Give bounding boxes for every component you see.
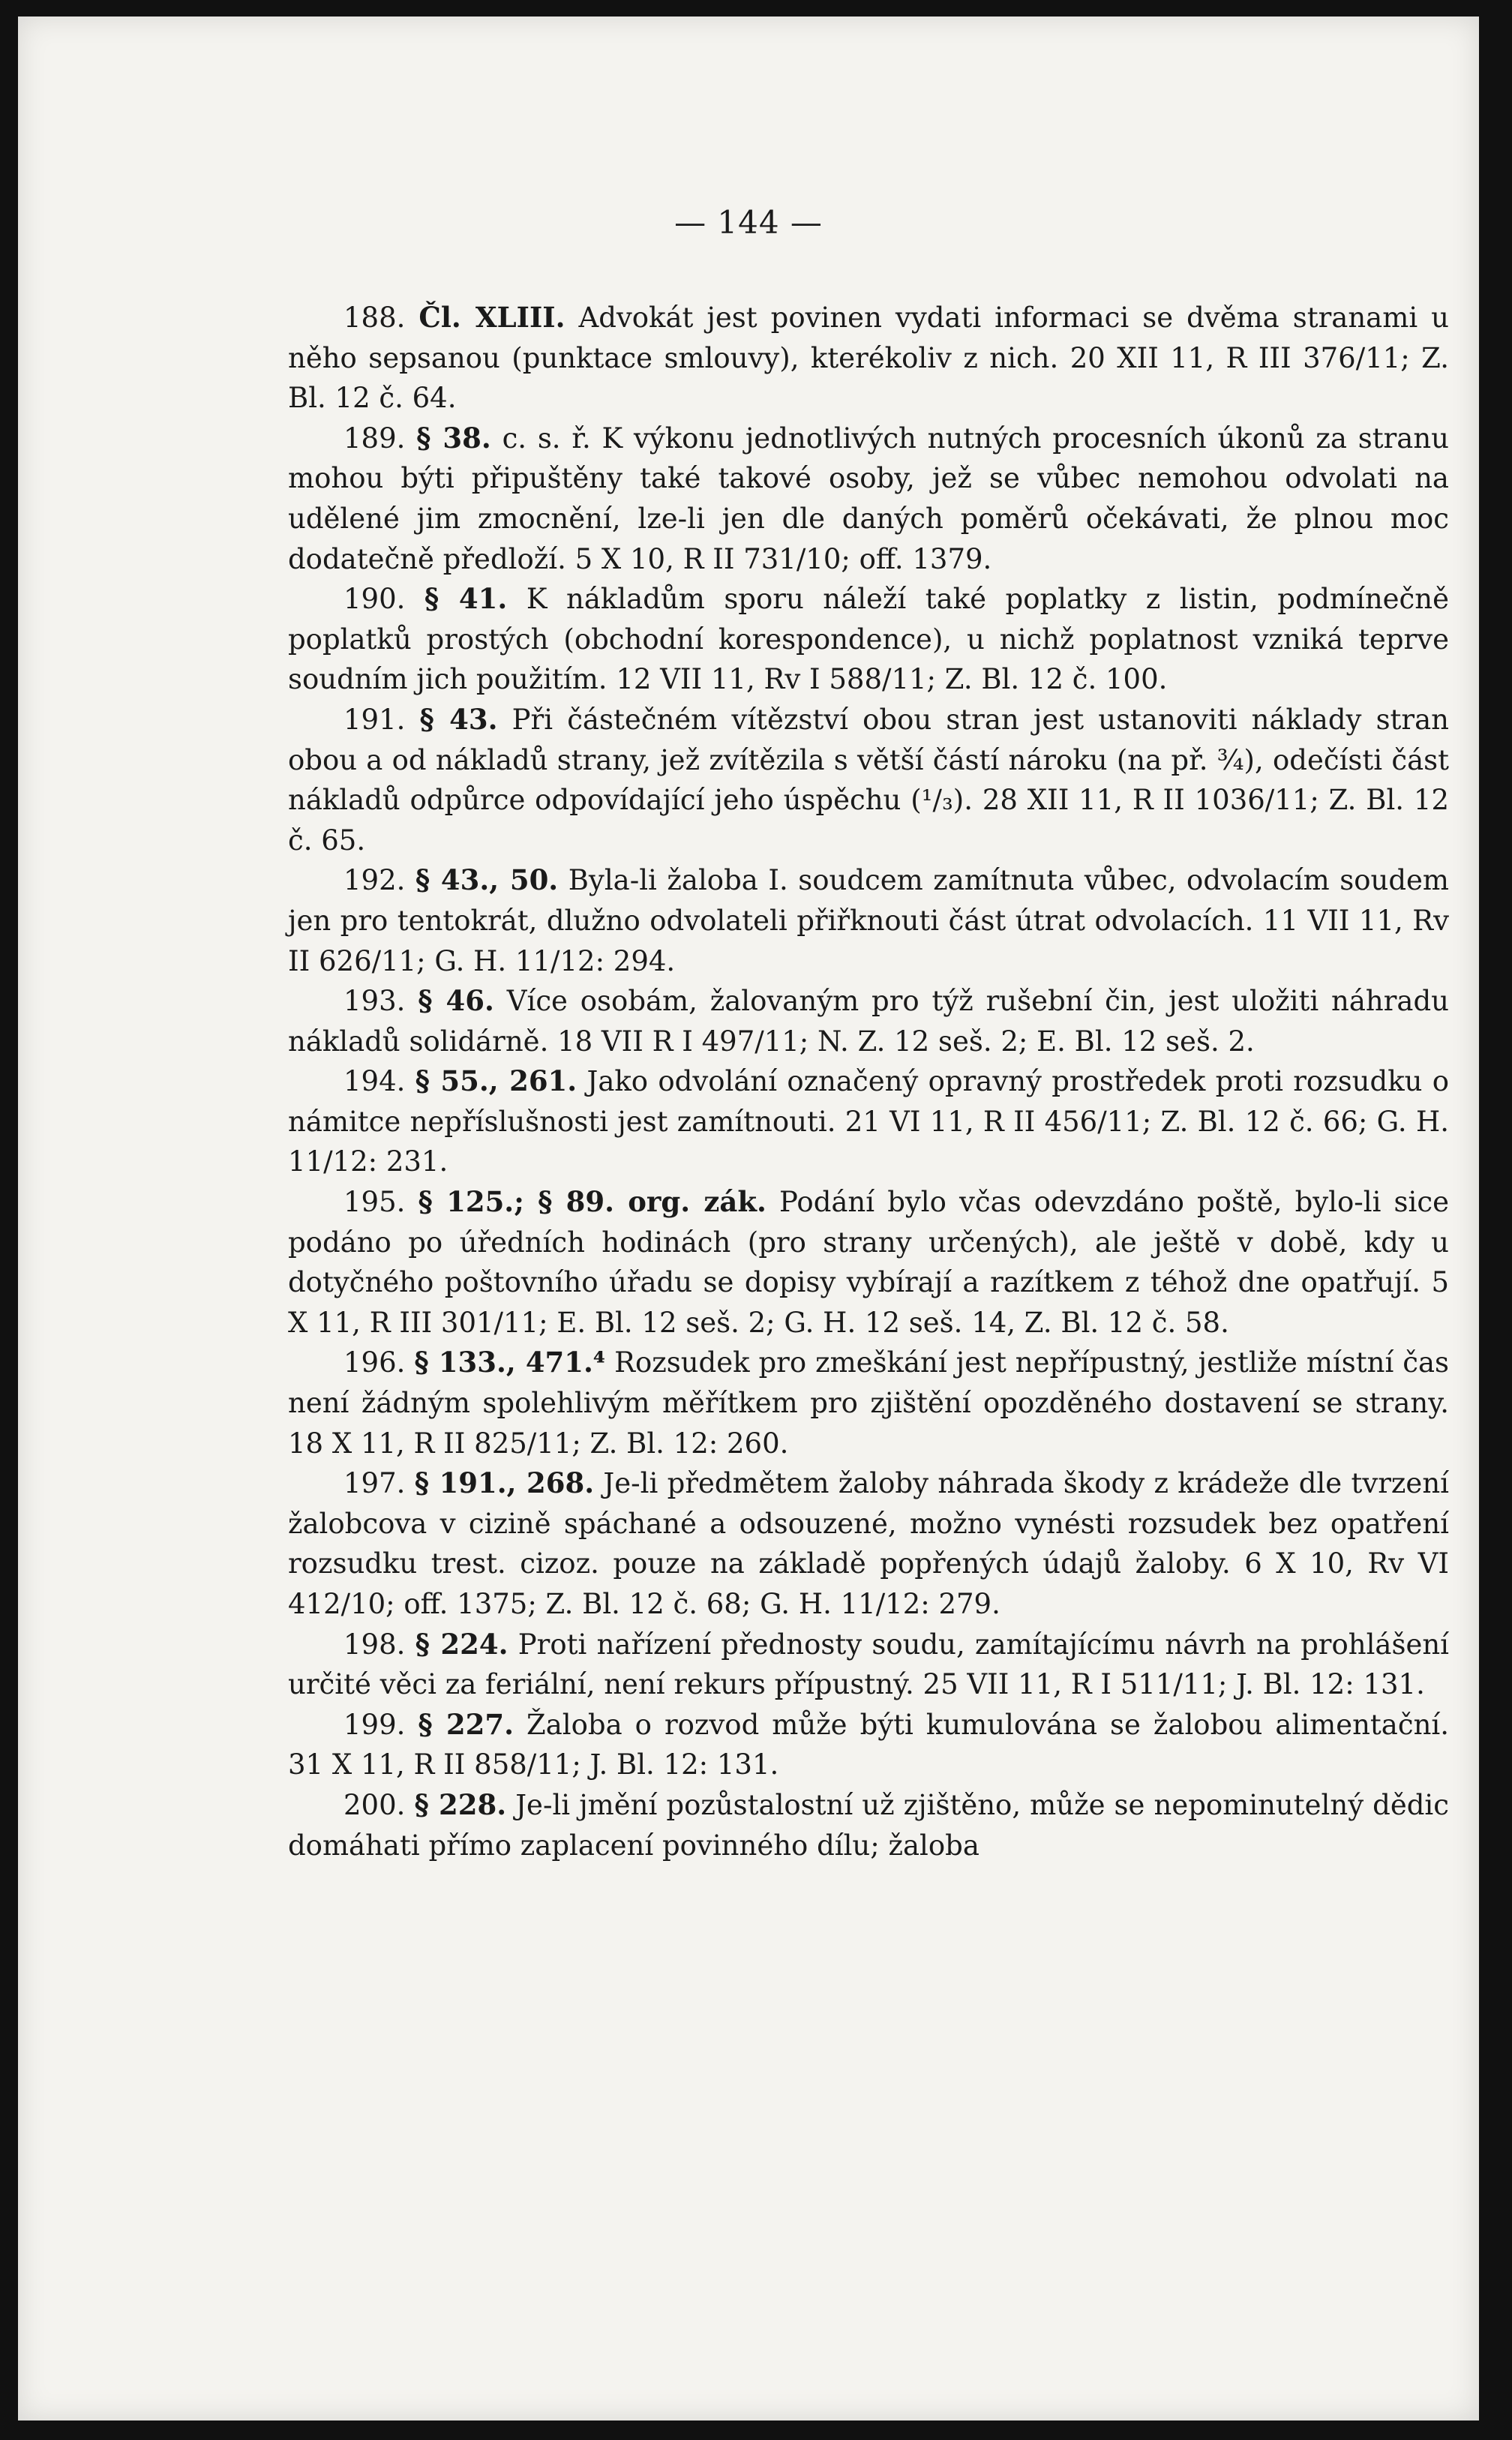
entry-189	[288, 419, 1449, 579]
entry-text: Advokát jest povinen vydati informaci se dvěma stranami u něho sepsanou (punktace smlouvy), kterékoliv z nich. 20 XII 11, R III 376/11; Z. Bl. 12 č. 64.	[288, 302, 1449, 415]
entry-number: 198.	[344, 1628, 406, 1661]
entry-text: Podání bylo včas odevzdáno poště, bylo-li sice podáno po úředních hodinách (pro strany určených), ale ještě v době, kdy u dotyčného poštovního úřadu se dopisy vybírají a razítkem z téhož dne opatřují. 5 X 11, R III 301/11; E. Bl. 12 seš. 2; G. H. 12 seš. 14, Z. Bl. 12 č. 58.	[288, 1186, 1449, 1339]
entry-number: 193.	[344, 985, 406, 1018]
entry-number: 194.	[344, 1065, 406, 1098]
entry-reference: § 228.	[414, 1787, 507, 1821]
entry-number: 191.	[344, 703, 406, 736]
entry-190	[288, 579, 1449, 700]
entry-number: 189.	[344, 422, 406, 455]
entry-198	[288, 1625, 1449, 1705]
entry-text: Žaloba o rozvod může býti kumulována se žalobou alimentační. 31 X 11, R II 858/11; J. Bl. 12: 131.	[288, 1708, 1449, 1781]
entry-number: 195.	[344, 1186, 406, 1219]
entry-number: 199.	[344, 1708, 406, 1741]
entry-number: 196.	[344, 1346, 406, 1379]
entry-reference: § 227.	[418, 1707, 514, 1741]
entry-reference: § 55., 261.	[415, 1064, 578, 1098]
entry-number: 200.	[344, 1788, 406, 1821]
entry-194	[288, 1061, 1449, 1182]
entry-reference: § 38.	[416, 421, 491, 455]
entry-reference: Čl. XLIII.	[418, 301, 566, 334]
entry-200	[288, 1785, 1449, 1865]
book-page	[18, 17, 1479, 2420]
entry-text: Je-li jmění pozůstalostní už zjištěno, může se nepominutelný dědic domáhati přímo zaplacení povinného dílu; žaloba	[288, 1788, 1449, 1862]
entry-text: Jako odvolání označený opravný prostředek proti rozsudku o námitce nepříslušnosti jest zamítnouti. 21 VI 11, R II 456/11; Z. Bl. 12 č. 66; G. H. 11/12: 231.	[288, 1065, 1450, 1178]
entry-195	[288, 1182, 1449, 1343]
entry-191	[288, 700, 1449, 860]
entry-reference: § 41.	[424, 582, 508, 616]
entry-reference: § 46.	[418, 984, 494, 1018]
entry-197	[288, 1463, 1449, 1624]
entry-reference: § 125.; § 89. org. zák.	[418, 1185, 766, 1219]
entry-192	[288, 860, 1449, 981]
page-content	[288, 298, 1449, 1865]
entry-text: Byla-li žaloba I. soudcem zamítnuta vůbec, odvolacím soudem jen pro tentokrát, dlužno odvolateli přiřknouti část útrat odvolacích. 11 VII 11, Rv II 626/11; G. H. 11/12: 294.	[288, 864, 1450, 977]
entry-196	[288, 1343, 1449, 1463]
page-number: — 144 —	[674, 204, 823, 241]
entry-reference: § 224.	[415, 1627, 508, 1661]
entry-number: 190.	[344, 583, 406, 616]
entry-193	[288, 981, 1449, 1061]
entry-reference: § 191., 268.	[414, 1466, 595, 1500]
entry-188	[288, 298, 1449, 419]
entry-number: 197.	[344, 1467, 406, 1500]
entry-number: 188.	[344, 302, 406, 334]
entry-text: Při částečném vítězství obou stran jest ustanoviti náklady stran obou a od nákladů strany, jež zvítězila s větší částí nároku (na př. ¾), odečísti část nákladů odpůrce odpovídající jeho úspěchu (¹/₃). 28 XII 11, R II 1036/11; Z. Bl. 12 č. 65.	[288, 703, 1450, 857]
entry-reference: § 133., 471.⁴	[414, 1346, 606, 1379]
entry-text: Proti nařízení přednosty soudu, zamítajícímu návrh na prohlášení určité věci za feriální, není rekurs přípustný. 25 VII 11, R I 511/11; J. Bl. 12: 131.	[288, 1628, 1450, 1701]
entry-text: c. s. ř. K výkonu jednotlivých nutných procesních úkonů za stranu mohou býti připuštěny také takové osoby, jež se vůbec nemohou odvolati na udělené jim zmocnění, lze-li jen dle daných poměrů očekávati, že plnou moc dodatečně předloží. 5 X 10, R II 731/10; off. 1379.	[288, 422, 1449, 575]
entry-number: 192.	[344, 864, 406, 897]
entry-reference: § 43.	[419, 702, 498, 736]
entry-text: K nákladům sporu náleží také poplatky z listin, podmínečně poplatků prostých (obchodní korespondence), u nichž poplatnost vzniká teprve soudním jich použitím. 12 VII 11, Rv I 588/11; Z. Bl. 12 č. 100.	[288, 583, 1450, 696]
entry-text: Více osobám, žalovaným pro týž rušební čin, jest uložiti náhradu nákladů solidárně. 18 VII R I 497/11; N. Z. 12 seš. 2; E. Bl. 12 seš. 2.	[288, 985, 1450, 1058]
entry-text: Je-li předmětem žaloby náhrada škody z krádeže dle tvrzení žalobcova v cizině spáchané a odsouzené, možno vynésti rozsudek bez opatření rozsudku trest. cizoz. pouze na základě popřených údajů žaloby. 6 X 10, Rv VI 412/10; off. 1375; Z. Bl. 12 č. 68; G. H. 11/12: 279.	[288, 1467, 1449, 1620]
entry-199	[288, 1705, 1449, 1785]
entry-text: Rozsudek pro zmeškání jest nepřípustný, jestliže místní čas není žádným spolehlivým měřítkem pro zjištění opozděného dostavení se strany. 18 X 11, R II 825/11; Z. Bl. 12: 260.	[288, 1346, 1449, 1460]
entry-reference: § 43., 50.	[415, 863, 559, 897]
